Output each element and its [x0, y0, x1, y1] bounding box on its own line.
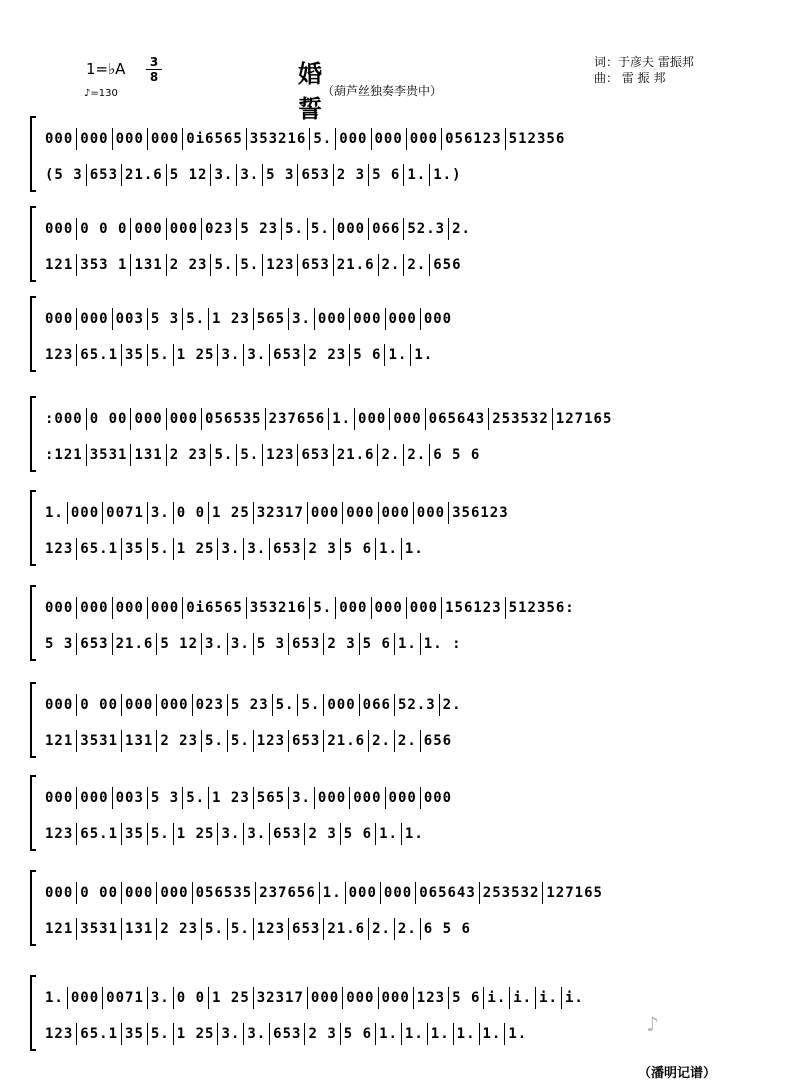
measure: 000	[389, 408, 424, 430]
measure: 156123	[441, 597, 505, 619]
measure: 512356	[505, 128, 569, 150]
measure: 000	[121, 694, 156, 716]
measure: 123	[45, 347, 74, 363]
measure: 056535	[192, 882, 256, 904]
lower-voice-line	[42, 344, 756, 370]
measure: 3.	[210, 164, 236, 186]
measure: 5.	[272, 694, 298, 716]
measure: 0 00	[76, 694, 121, 716]
measure: 5.	[307, 218, 333, 240]
measure: 000	[45, 311, 74, 327]
measure: 003	[112, 787, 147, 809]
measure: 35	[121, 538, 147, 560]
measure: 123	[45, 826, 74, 842]
lyrics-credit: 词：于彦夫 雷振邦	[594, 55, 694, 69]
measure: 000	[406, 128, 441, 150]
upper-voice-line	[42, 128, 756, 154]
measure: 000	[45, 600, 74, 616]
system-bracket	[30, 296, 36, 372]
measure: 653	[288, 633, 323, 655]
measure: 3531	[76, 730, 121, 752]
watermark-logo: ♪	[646, 1012, 659, 1036]
measure: 000	[342, 987, 377, 1009]
measure: 32317	[253, 987, 307, 1009]
measure: 253532	[488, 408, 552, 430]
measure: 2 23	[166, 444, 211, 466]
measure: 000	[147, 597, 182, 619]
measure: 131	[130, 444, 165, 466]
measure: 3.	[243, 538, 269, 560]
measure: 000	[130, 408, 165, 430]
measure: 52.3	[403, 218, 448, 240]
measure: 6 5 6	[420, 918, 474, 940]
measure: 5 6	[349, 344, 384, 366]
measure: 5.	[210, 444, 236, 466]
measure: 131	[121, 918, 156, 940]
measure: 000	[333, 218, 368, 240]
measure: 5 3	[262, 164, 297, 186]
measure: 2 3	[304, 823, 339, 845]
lower-voice-line	[42, 164, 756, 190]
measure: 5.	[309, 597, 335, 619]
measure: 3.	[217, 538, 243, 560]
system-bracket	[30, 870, 36, 946]
measure: 000	[385, 308, 420, 330]
upper-voice-line	[42, 502, 756, 528]
measure: 2.	[394, 918, 420, 940]
measure: 5 12	[156, 633, 201, 655]
measure: 127165	[552, 408, 616, 430]
measure: 3.	[243, 823, 269, 845]
measure: 5 3	[147, 787, 182, 809]
measure: 000	[121, 882, 156, 904]
score-system	[30, 490, 756, 566]
system-bracket	[30, 585, 36, 661]
measure: 000	[314, 787, 349, 809]
measure: 000	[67, 987, 102, 1009]
measure: 123	[262, 254, 297, 276]
measure: 0 0	[173, 987, 208, 1009]
measure: 3.	[147, 987, 173, 1009]
measure: 0 0	[173, 502, 208, 524]
measure: 1 25	[173, 344, 218, 366]
system-bracket	[30, 775, 36, 851]
measure: 123	[413, 987, 448, 1009]
system-bracket	[30, 206, 36, 282]
score-system	[30, 585, 756, 661]
measure: 5 12	[166, 164, 211, 186]
measure: 000	[76, 597, 111, 619]
measure: 1 23	[208, 308, 253, 330]
measure: 565	[253, 308, 288, 330]
measure: 3531	[86, 444, 131, 466]
measure: 066	[368, 218, 403, 240]
measure: 121	[45, 257, 74, 273]
measure: 5.	[210, 254, 236, 276]
measure: 653	[269, 823, 304, 845]
measure: 1.	[45, 990, 64, 1006]
measure: 353 1	[76, 254, 130, 276]
measure: 3.	[227, 633, 253, 655]
measure: 000	[45, 131, 74, 147]
measure: 000	[354, 408, 389, 430]
measure: 5.	[309, 128, 335, 150]
measure: 65.1	[76, 1023, 121, 1045]
measure: 3.	[288, 308, 314, 330]
score-system	[30, 870, 756, 946]
lower-voice-line	[42, 918, 756, 944]
measure: 5.	[236, 444, 262, 466]
measure: 000	[130, 218, 165, 240]
measure: 21.6	[323, 730, 368, 752]
measure: 653	[288, 918, 323, 940]
measure: 35	[121, 344, 147, 366]
measure: 1.	[427, 1023, 453, 1045]
measure: 2.	[403, 254, 429, 276]
measure: 000	[406, 597, 441, 619]
measure: 1 25	[208, 502, 253, 524]
measure: 065643	[415, 882, 479, 904]
measure: 1.	[375, 823, 401, 845]
measure: i.	[561, 987, 587, 1009]
measure: 121	[45, 733, 74, 749]
system-bracket	[30, 396, 36, 472]
measure: 3.	[147, 502, 173, 524]
measure: 1. :	[420, 633, 465, 655]
measure: 1.	[479, 1023, 505, 1045]
measure: 653	[76, 633, 111, 655]
measure: 000	[335, 597, 370, 619]
measure: 65.1	[76, 538, 121, 560]
measure: 1 25	[208, 987, 253, 1009]
lower-voice-line	[42, 633, 756, 659]
measure: 2 3	[304, 1023, 339, 1045]
measure: 000	[45, 697, 74, 713]
measure: 000	[45, 221, 74, 237]
measure: 1 25	[173, 1023, 218, 1045]
measure: 5.	[147, 1023, 173, 1045]
measure: 237656	[255, 882, 319, 904]
measure: 000	[166, 408, 201, 430]
measure: 5 3	[147, 308, 182, 330]
measure: 653	[297, 164, 332, 186]
system-bracket	[30, 116, 36, 192]
measure: 653	[269, 538, 304, 560]
measure: 000	[378, 502, 413, 524]
measure: 5 6	[368, 164, 403, 186]
measure: 1.	[375, 538, 401, 560]
measure: 5 23	[236, 218, 281, 240]
measure: 2.	[448, 218, 474, 240]
system-bracket	[30, 682, 36, 758]
measure: 5.	[227, 918, 253, 940]
measure: 1.	[319, 882, 345, 904]
measure: 65.1	[76, 823, 121, 845]
measure: 000	[147, 128, 182, 150]
measure: 000	[156, 694, 191, 716]
measure: 35	[121, 823, 147, 845]
measure: 000	[342, 502, 377, 524]
upper-voice-line	[42, 987, 756, 1013]
measure: 000	[45, 790, 74, 806]
measure: 653	[297, 254, 332, 276]
music-credit: 曲： 雷 振 邦	[594, 71, 666, 85]
lower-voice-line	[42, 538, 756, 564]
measure: 0i6565	[182, 597, 246, 619]
measure: 023	[201, 218, 236, 240]
measure: 000	[307, 502, 342, 524]
measure: 5.	[201, 730, 227, 752]
song-title: 婚誓	[298, 59, 472, 123]
measure: 1.)	[429, 164, 464, 186]
measure: 3.	[201, 633, 227, 655]
lower-voice-line	[42, 254, 756, 280]
measure: 3.	[217, 344, 243, 366]
measure: 0071	[102, 987, 147, 1009]
measure: 1 25	[173, 538, 218, 560]
measure: 6 5 6	[429, 444, 483, 466]
measure: 056123	[441, 128, 505, 150]
measure: 653	[297, 444, 332, 466]
measure: 353216	[246, 597, 310, 619]
system-bracket	[30, 490, 36, 566]
measure: 5 3	[253, 633, 288, 655]
measure: 656	[420, 730, 455, 752]
score-system	[30, 116, 756, 192]
measure: 000	[349, 308, 384, 330]
measure: 2.	[368, 730, 394, 752]
measure: 2 3	[333, 164, 368, 186]
measure: 000	[420, 308, 455, 330]
score-system	[30, 206, 756, 282]
transcriber-credit: （潘明记谱）	[638, 1066, 717, 1081]
measure: 21.6	[333, 444, 378, 466]
measure: 2.	[378, 254, 404, 276]
measure: 5 6	[359, 633, 394, 655]
measure: 1.	[401, 538, 427, 560]
measure: 1.	[453, 1023, 479, 1045]
measure: 3.	[243, 344, 269, 366]
measure: 5.	[297, 694, 323, 716]
measure: 656	[429, 254, 464, 276]
upper-voice-line	[42, 787, 756, 813]
measure: 000	[413, 502, 448, 524]
upper-voice-line	[42, 408, 756, 434]
measure: 1.	[504, 1023, 530, 1045]
measure: 52.3	[394, 694, 439, 716]
measure: 000	[76, 308, 111, 330]
measure: 2 3	[323, 633, 358, 655]
measure: 123	[262, 444, 297, 466]
measure: 5 3	[45, 636, 74, 652]
measure: 000	[156, 882, 191, 904]
measure: 3.	[243, 1023, 269, 1045]
measure: 2 23	[166, 254, 211, 276]
measure: 1.	[45, 505, 64, 521]
measure: 056535	[201, 408, 265, 430]
measure: 5.	[182, 787, 208, 809]
measure: 003	[112, 308, 147, 330]
measure: 2 23	[156, 730, 201, 752]
measure: 121	[45, 921, 74, 937]
measure: 1.	[328, 408, 354, 430]
measure: 000	[380, 882, 415, 904]
measure: 5.	[281, 218, 307, 240]
measure: 000	[76, 128, 111, 150]
measure: 5.	[147, 344, 173, 366]
measure: 356123	[448, 502, 512, 524]
meter-top: 3	[149, 55, 159, 69]
measure: 21.6	[333, 254, 378, 276]
measure: 2 23	[304, 344, 349, 366]
tempo-marking: ♪=130	[84, 88, 118, 99]
measure: 066	[359, 694, 394, 716]
measure: 21.6	[121, 164, 166, 186]
measure: 131	[130, 254, 165, 276]
measure: 123	[253, 918, 288, 940]
measure: 5 6	[340, 823, 375, 845]
measure: 21.6	[323, 918, 368, 940]
song-subtitle: （葫芦丝独奏李贵中）	[322, 84, 443, 98]
measure: 653	[288, 730, 323, 752]
measure: 5 6	[340, 1023, 375, 1045]
measure: 023	[192, 694, 227, 716]
measure: 2.	[394, 730, 420, 752]
measure: 123	[45, 1026, 74, 1042]
measure: i.	[483, 987, 509, 1009]
measure: 0 0 0	[76, 218, 130, 240]
measure: 123	[253, 730, 288, 752]
measure: 131	[121, 730, 156, 752]
measure: 1.	[394, 633, 420, 655]
measure: 000	[371, 128, 406, 150]
measure: 653	[86, 164, 121, 186]
score-system	[30, 396, 756, 472]
measure: 2.	[403, 444, 429, 466]
measure: 5.	[227, 730, 253, 752]
measure: 000	[112, 128, 147, 150]
score-system	[30, 775, 756, 851]
measure: 5.	[147, 538, 173, 560]
key-signature: 1=♭A	[86, 60, 126, 78]
measure: 065643	[425, 408, 489, 430]
measure: 5.	[201, 918, 227, 940]
measure: i.	[509, 987, 535, 1009]
measure: 32317	[253, 502, 307, 524]
measure: 123	[45, 541, 74, 557]
measure: 353216	[246, 128, 310, 150]
measure: 2.	[368, 918, 394, 940]
measure: 000	[349, 787, 384, 809]
measure: 000	[45, 885, 74, 901]
lower-voice-line	[42, 823, 756, 849]
measure: 000	[67, 502, 102, 524]
upper-voice-line	[42, 694, 756, 720]
measure: 1 23	[208, 787, 253, 809]
measure: 000	[335, 128, 370, 150]
measure: 253532	[479, 882, 543, 904]
measure: 5.	[236, 254, 262, 276]
measure: (5 3	[45, 167, 83, 183]
measure: 2.	[439, 694, 465, 716]
measure: 653	[269, 1023, 304, 1045]
measure: 000	[420, 787, 455, 809]
measure: 3.	[236, 164, 262, 186]
measure: 21.6	[112, 633, 157, 655]
measure: 1.	[403, 164, 429, 186]
measure: 237656	[265, 408, 329, 430]
measure: 000	[378, 987, 413, 1009]
measure: 2 23	[156, 918, 201, 940]
measure: 000	[345, 882, 380, 904]
measure: 000	[371, 597, 406, 619]
upper-voice-line	[42, 882, 756, 908]
measure: 0 00	[76, 882, 121, 904]
measure: 000	[323, 694, 358, 716]
measure: 000	[166, 218, 201, 240]
measure: 3.	[288, 787, 314, 809]
measure: :000	[45, 411, 83, 427]
score-system	[30, 682, 756, 758]
measure: 5.	[147, 823, 173, 845]
measure: 0071	[102, 502, 147, 524]
measure: :121	[45, 447, 83, 463]
measure: 2.	[377, 444, 403, 466]
measure: 000	[385, 787, 420, 809]
measure: 000	[307, 987, 342, 1009]
measure: 1.	[375, 1023, 401, 1045]
system-bracket	[30, 975, 36, 1051]
measure: 65.1	[76, 344, 121, 366]
measure: 1.	[401, 1023, 427, 1045]
measure: 653	[269, 344, 304, 366]
measure: 1.	[401, 823, 427, 845]
measure: 1.	[410, 344, 436, 366]
credits	[594, 54, 694, 86]
measure: 000	[112, 597, 147, 619]
upper-voice-line	[42, 218, 756, 244]
meter-bottom: 8	[149, 70, 159, 84]
upper-voice-line	[42, 597, 756, 623]
measure: i.	[535, 987, 561, 1009]
measure: 1 25	[173, 823, 218, 845]
measure: 1.	[384, 344, 410, 366]
measure: 5 6	[340, 538, 375, 560]
measure: 565	[253, 787, 288, 809]
measure: 3531	[76, 918, 121, 940]
measure: 0 00	[86, 408, 131, 430]
lower-voice-line	[42, 730, 756, 756]
measure: 0i6565	[182, 128, 246, 150]
measure: 127165	[542, 882, 606, 904]
time-signature	[146, 56, 162, 83]
measure: 3.	[217, 823, 243, 845]
measure: 5 23	[227, 694, 272, 716]
measure: 5 6	[448, 987, 483, 1009]
measure: 35	[121, 1023, 147, 1045]
score-system	[30, 296, 756, 372]
lower-voice-line	[42, 444, 756, 470]
measure: 000	[314, 308, 349, 330]
measure: 2 3	[304, 538, 339, 560]
measure: 5.	[182, 308, 208, 330]
measure: 512356:	[505, 597, 578, 619]
measure: 3.	[217, 1023, 243, 1045]
measure: 000	[76, 787, 111, 809]
upper-voice-line	[42, 308, 756, 334]
